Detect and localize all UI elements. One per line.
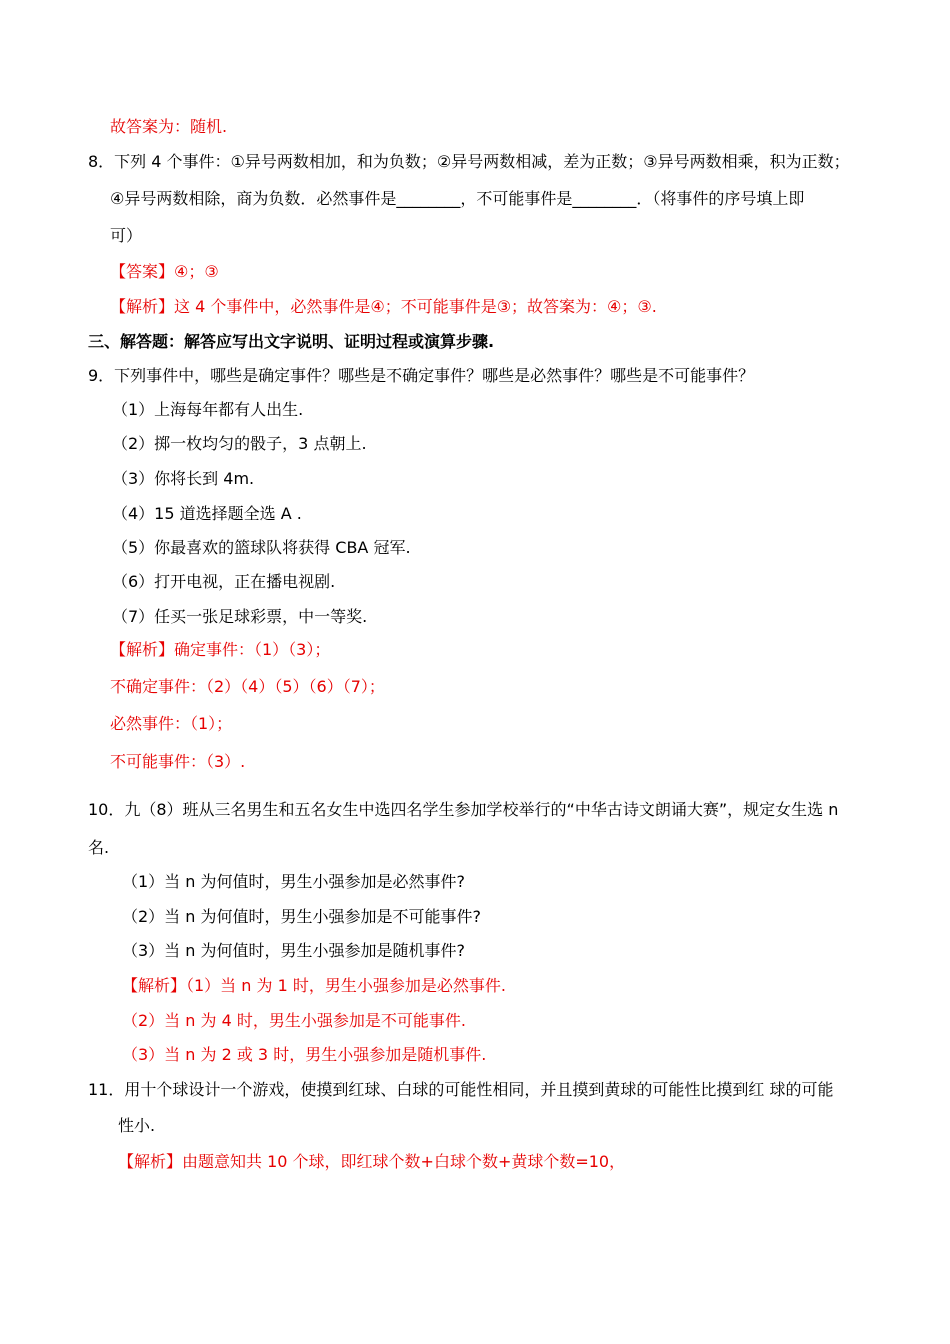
- q9-item: （4）15 道选择题全选 A .: [112, 504, 302, 523]
- q10-analysis: 【解析】（1）当 n 为 1 时，男生小强参加是必然事件.: [122, 976, 506, 995]
- q10-item: （1）当 n 为何值时，男生小强参加是必然事件?: [122, 872, 465, 891]
- section3-heading: 三、解答题：解答应写出文字说明、证明过程或演算步骤.: [88, 332, 495, 351]
- q10-line1: 10．九（8）班从三名男生和五名女生中选四名学生参加学校举行的“中华古诗文朗诵大赛”，规定女生选 n: [88, 800, 839, 819]
- q9-item: （2）掷一枚均匀的骰子，3 点朝上.: [112, 434, 367, 453]
- q8-answer: 【答案】④；③: [110, 262, 219, 281]
- q9-item: （5）你最喜欢的篮球队将获得 CBA 冠军.: [112, 538, 411, 557]
- q8-line3: 可）: [110, 226, 143, 245]
- q9-analysis: 必然事件：（1）；: [110, 714, 233, 733]
- q8-line2: ④异号两数相除，商为负数．必然事件是________，不可能事件是________．（将事件的序号填上即: [110, 189, 805, 208]
- q9-analysis: 不确定事件：（2）（4）（5）（6）（7）；: [110, 677, 385, 696]
- q11-line2: 性小.: [118, 1116, 156, 1135]
- q11-analysis: 【解析】由题意知共 10 个球，即红球个数+白球个数+黄球个数=10，: [118, 1152, 626, 1171]
- q9-question: 9．下列事件中，哪些是确定事件？哪些是不确定事件？哪些是必然事件？哪些是不可能事件？: [88, 366, 755, 385]
- q9-item: （1）上海每年都有人出生.: [112, 400, 304, 419]
- q10-item: （3）当 n 为何值时，男生小强参加是随机事件?: [122, 941, 465, 960]
- q9-analysis: 【解析】确定事件：（1）（3）；: [110, 640, 331, 659]
- q9-analysis: 不可能事件：（3）.: [110, 752, 246, 771]
- q7-answer: 故答案为：随机.: [110, 117, 228, 136]
- q9-item: （7）任买一张足球彩票，中一等奖.: [112, 607, 368, 626]
- q9-item: （3）你将长到 4m.: [112, 469, 255, 488]
- q11-line1: 11．用十个球设计一个游戏，使摸到红球、白球的可能性相同，并且摸到黄球的可能性比摸到红 球的可能: [88, 1080, 834, 1099]
- q10-line2: 名.: [88, 838, 110, 857]
- q8-analysis: 【解析】这 4 个事件中，必然事件是④；不可能事件是③；故答案为：④；③.: [110, 297, 657, 316]
- q8-line1: 8．下列 4 个事件：①异号两数相加，和为负数；②异号两数相减，差为正数；③异号两数相乘，积为正数；: [88, 152, 850, 171]
- q9-item: （6）打开电视，正在播电视剧.: [112, 572, 336, 591]
- q10-analysis: （2）当 n 为 4 时，男生小强参加是不可能事件.: [122, 1011, 466, 1030]
- q10-item: （2）当 n 为何值时，男生小强参加是不可能事件?: [122, 907, 481, 926]
- q10-analysis: （3）当 n 为 2 或 3 时，男生小强参加是随机事件.: [122, 1045, 487, 1064]
